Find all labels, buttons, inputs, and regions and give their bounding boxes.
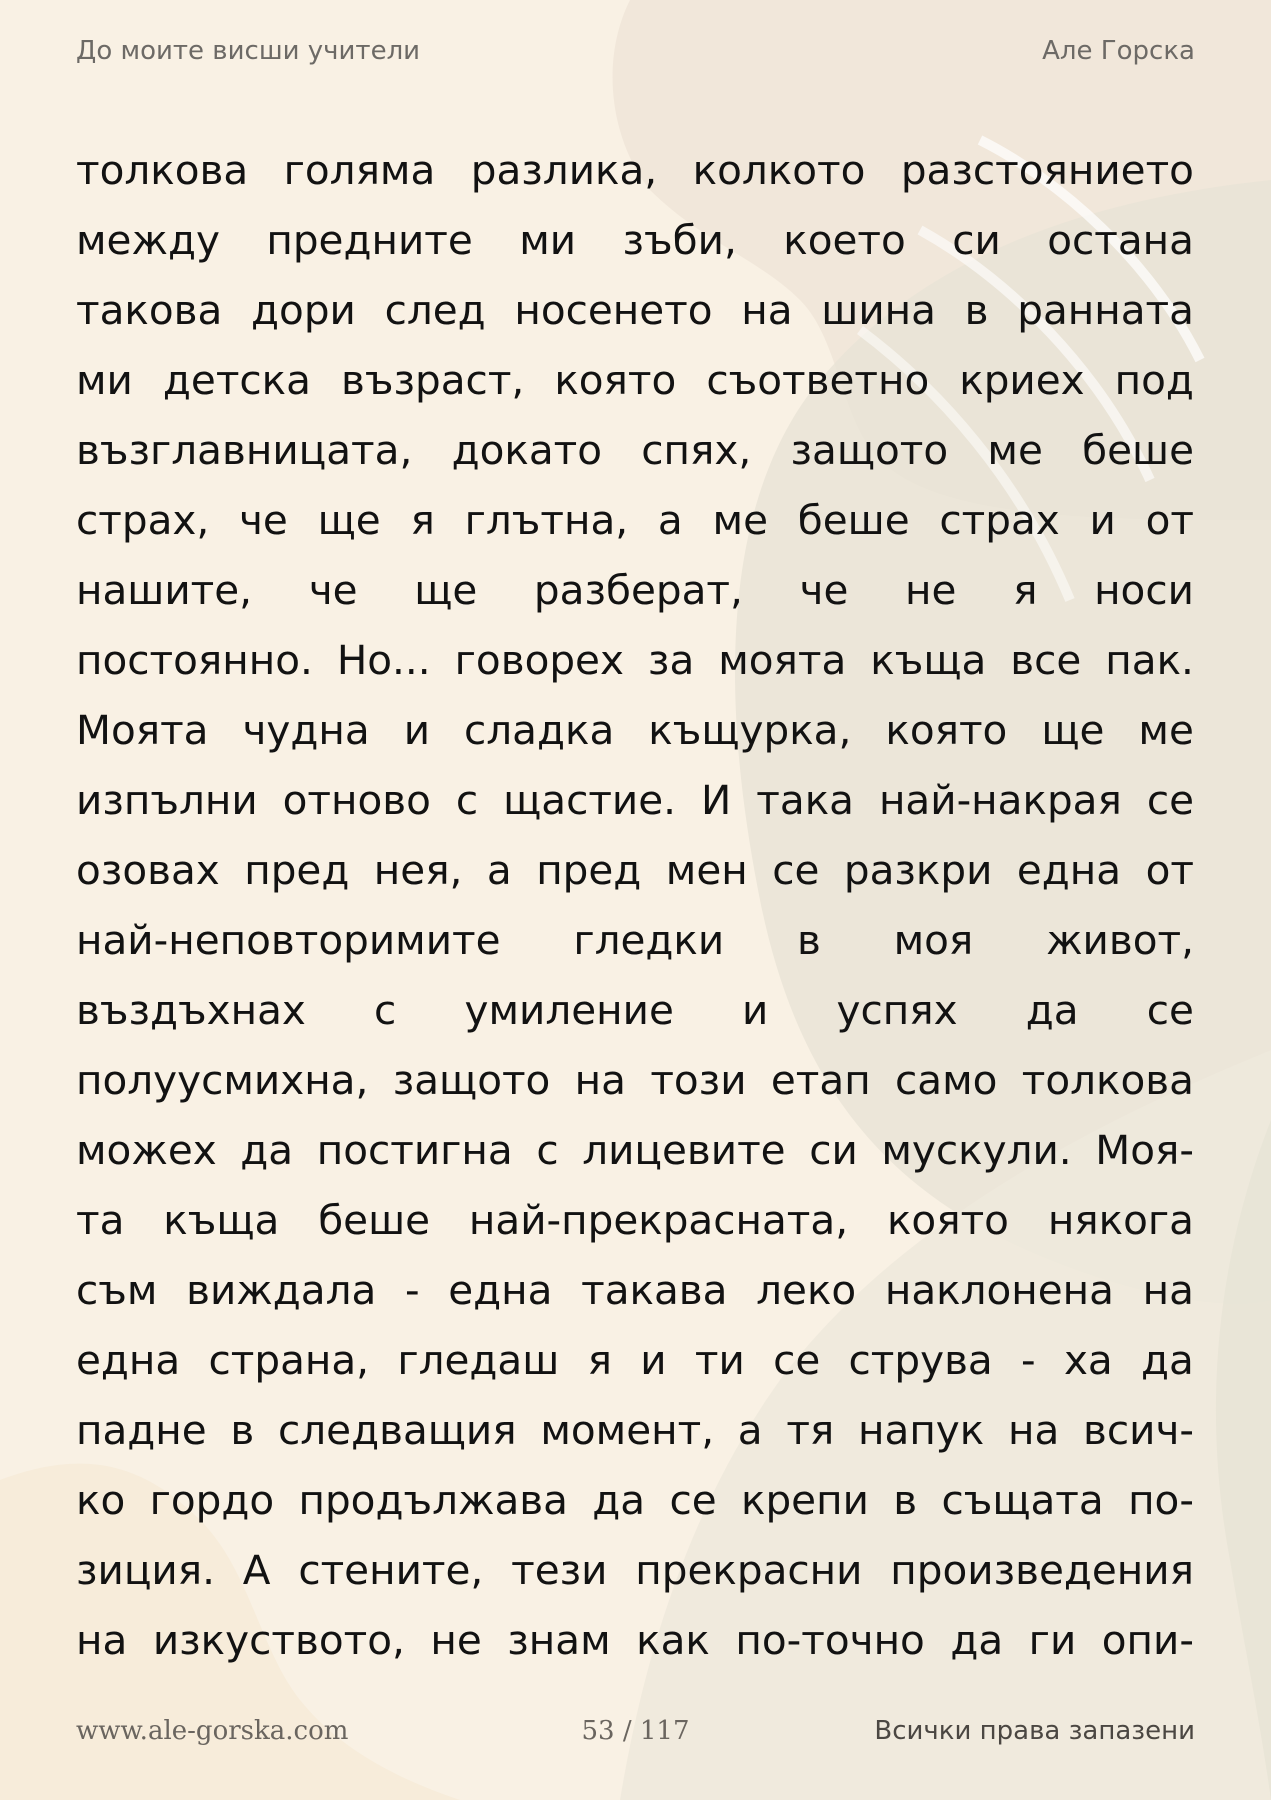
word: живот, [1046,916,1194,964]
word: беше [1082,426,1194,474]
word: да [240,1126,294,1174]
word: ти [694,1336,745,1384]
word: същата [941,1476,1104,1524]
word: по- [1128,1476,1194,1524]
word: глътна, [464,496,629,544]
text-line [76,1045,1194,1115]
word: А [242,1546,271,1594]
text-line [76,1465,1194,1535]
word: съм [76,1266,158,1314]
word: възглавницата, [76,426,413,474]
word: моя [893,916,974,964]
word: напук [858,1406,985,1454]
word: в [893,1476,918,1524]
word: си [809,1126,858,1174]
word: разберат, [533,566,743,614]
word: че [799,566,849,614]
word: следващия [278,1406,517,1454]
word: изкуството, [152,1616,405,1664]
word: къща [163,1196,280,1244]
word: беше [797,496,910,544]
word: всич- [1083,1406,1194,1454]
text-line [76,555,1194,625]
word: все [1010,636,1082,684]
word: голяма [283,146,436,194]
word: Моята [76,706,209,754]
word: постигна [316,1126,513,1174]
page-header [76,34,1195,68]
word: на [76,1616,128,1664]
word: и [1089,496,1116,544]
word: ми [76,356,133,404]
word: И [701,776,732,824]
word: толкова [76,146,249,194]
word: в [796,916,821,964]
word: една [448,1266,553,1314]
text-line [76,625,1194,695]
word: докато [451,426,603,474]
word: ме [987,426,1043,474]
word: умиление [464,986,674,1034]
text-line [76,1535,1194,1605]
word: след [384,286,486,334]
word: нея, [373,846,463,894]
word: гордо [149,1476,275,1524]
word: мускули. [881,1126,1072,1174]
word: детска [162,356,311,404]
word: озовах [76,846,220,894]
word: къща [870,636,987,684]
word: с [374,986,397,1034]
word: нашите, [76,566,253,614]
word: изпълни [76,776,258,824]
text-line [76,1325,1194,1395]
word: сладка [464,706,615,754]
word: да [950,1616,1004,1664]
word: се [1146,986,1194,1034]
book-title: До моите висши учители [76,36,421,66]
text-line [76,205,1194,275]
word: на [1007,1406,1060,1454]
word: най-накрая [878,776,1122,824]
word: колкото [692,146,866,194]
text-line [76,975,1194,1045]
word: за [647,636,695,684]
author-name: Але Горска [1042,36,1195,66]
word: разстоянието [900,146,1194,194]
word: която [886,1196,1009,1244]
word: крепи [741,1476,869,1524]
word: моята [718,636,847,684]
word: която [885,706,1008,754]
word: да [592,1476,646,1524]
word: да [1025,986,1079,1034]
word: на [1142,1266,1194,1314]
word: а [737,1406,763,1454]
word: се [669,1476,717,1524]
page-footer [76,1714,1195,1748]
word: само [895,1056,998,1104]
word: се [772,846,820,894]
word: една [1016,846,1122,894]
word: ко [76,1476,126,1524]
word: прекрасни [635,1546,863,1594]
word: опи- [1101,1616,1194,1664]
word: струва [848,1336,993,1384]
word: щастие. [503,776,677,824]
word: а [657,496,683,544]
word: зиция. [76,1546,215,1594]
word: че [239,496,288,544]
word: ще [317,496,381,544]
word: пред [536,846,642,894]
word: между [76,216,220,264]
word: постоянно. [76,636,313,684]
word: в [964,286,989,334]
word: продължава [298,1476,568,1524]
word: и [640,1336,667,1384]
word: спях, [641,426,752,474]
word: възраст, [341,356,525,404]
word: дори [251,286,356,334]
word: - [404,1266,420,1314]
word: остана [1047,216,1194,264]
word: - [1021,1336,1036,1384]
word: ха [1063,1336,1113,1384]
text-line [76,1395,1194,1465]
word: носи [1094,566,1194,614]
word: страх [939,496,1060,544]
word: в [230,1406,255,1454]
body-text [76,135,1194,1675]
text-line [76,485,1194,555]
word: ги [1028,1616,1077,1664]
word: и [403,706,431,754]
text-line [76,415,1194,485]
word: къщурка, [648,706,852,754]
word: толкова [1021,1056,1194,1104]
word: криех [959,356,1085,404]
word: можех [76,1126,217,1174]
word: която [554,356,677,404]
word: защото [392,1056,551,1104]
word: чудна [242,706,370,754]
word: на [574,1056,626,1104]
word: въздъхнах [76,986,306,1034]
word: най-прекрасната, [468,1196,849,1244]
website-link[interactable]: www.ale-gorska.com [76,1716,349,1746]
word: полуусмихна, [76,1056,369,1104]
word: ме [712,496,768,544]
word: гледки [573,916,725,964]
word: разкри [843,846,993,894]
word: от [1145,846,1194,894]
word: най-неповторимите [76,916,501,964]
word: отново [282,776,431,824]
word: Моя- [1095,1126,1194,1174]
word: успях [836,986,958,1034]
word: произведения [890,1546,1194,1594]
word: страна, [208,1336,370,1384]
text-line [76,1605,1194,1675]
text-line [76,1115,1194,1185]
word: ще [1041,706,1105,754]
word: и [742,986,769,1034]
text-line [76,1185,1194,1255]
word: такова [76,286,223,334]
word: ме [1138,706,1194,754]
total-pages: 117 [639,1716,690,1746]
word: че [308,566,358,614]
word: говорех [454,636,624,684]
word: беше [318,1196,431,1244]
text-line [76,695,1194,765]
word: пак. [1105,636,1194,684]
word: я [410,496,435,544]
page-separator: / [622,1716,632,1746]
word: което [783,216,906,264]
word: защото [790,426,949,474]
word: падне [76,1406,207,1454]
copyright-notice: Всички права запазени [874,1716,1195,1746]
word: не [430,1616,482,1664]
word: под [1114,356,1194,404]
text-line [76,905,1194,975]
text-line [76,835,1194,905]
word: ми [519,216,577,264]
word: зъби, [622,216,737,264]
word: се [1146,776,1194,824]
word: една [76,1336,181,1384]
word: тези [511,1546,608,1594]
word: лицевите [582,1126,786,1174]
word: та [76,1196,125,1244]
word: този [650,1056,747,1104]
word: някога [1047,1196,1194,1244]
word: знам [507,1616,611,1664]
word: на [741,286,793,334]
current-page: 53 [581,1716,615,1746]
text-line [76,765,1194,835]
word: с [455,776,479,824]
word: се [773,1336,821,1384]
word: носенето [514,286,713,334]
word: тя [786,1406,835,1454]
word: разлика, [470,146,658,194]
word: наклонена [884,1266,1114,1314]
word: Но... [336,636,431,684]
word: момент, [540,1406,715,1454]
word: ще [414,566,478,614]
word: стените, [298,1546,484,1594]
word: я [587,1336,612,1384]
word: я [1013,566,1038,614]
text-line [76,275,1194,345]
text-line [76,135,1194,205]
word: етап [770,1056,871,1104]
word: гледаш [397,1336,560,1384]
word: такава [581,1266,728,1314]
word: леко [756,1266,857,1314]
word: пред [244,846,350,894]
text-line [76,1255,1194,1325]
word: как [636,1616,710,1664]
word: да [1141,1336,1194,1384]
word: мен [665,846,748,894]
word: ранната [1017,286,1194,334]
word: си [952,216,1001,264]
text-line [76,345,1194,415]
word: виждала [186,1266,377,1314]
word: съответно [706,356,930,404]
word: предните [266,216,473,264]
word: а [486,846,512,894]
word: от [1145,496,1194,544]
word: с [536,1126,559,1174]
word: така [756,776,854,824]
word: не [905,566,957,614]
word: по-точно [735,1616,925,1664]
word: страх, [76,496,210,544]
word: шина [821,286,936,334]
